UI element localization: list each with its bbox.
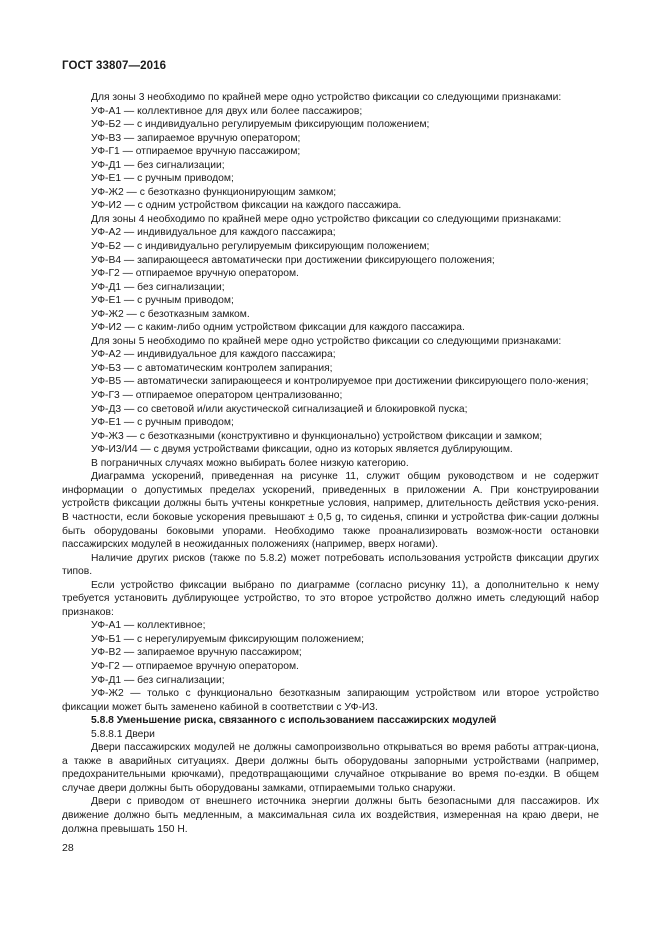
list-item: УФ-Д1 — без сигнализации; xyxy=(91,281,225,293)
paragraph: Диаграмма ускорений, приведенная на рисунке 11, служит общим руководством и не содержит информации о допустимых пределах ускорений, приведенных в приложении А. При конструировании устройств фиксации должны быть учтены конкретные условия, например, длительность действия уско-рения. В частности, если боковые ускорения превышают ± 0,5 g, то сиденья, спинки и устройства фик-сации должны быть оборудованы боковыми упорами. Необходимо также проанализировать возмож-ности остановки пассажирских модулей в неожиданных положениях (например, вверх ногами). xyxy=(62,471,599,551)
list-item: УФ-Г2 — отпираемое вручную оператором. xyxy=(91,268,299,280)
paragraph: Двери с приводом от внешнего источника энергии должны быть безопасными для пассажиров. Их движение должно быть медленным, а максимальная сила их воздействия, измеренная на краю двери, не должна превышать 150 Н. xyxy=(62,796,599,835)
list-item: УФ-А2 — индивидуальное для каждого пассажира; xyxy=(91,349,336,361)
list-item: УФ-Д1 — без сигнализации; xyxy=(91,159,225,171)
section-heading: 5.8.8 Уменьшение риска, связанного с использованием пассажирских модулей xyxy=(91,715,497,727)
list-item: УФ-И2 — с одним устройством фиксации на каждого пассажира. xyxy=(91,200,402,212)
paragraph: Для зоны 4 необходимо по крайней мере одно устройство фиксации со следующими признаками: xyxy=(91,213,562,225)
list-item: УФ-Д1 — без сигнализации; xyxy=(91,674,225,686)
list-item: УФ-А2 — индивидуальное для каждого пассажира; xyxy=(91,227,336,239)
list-item: УФ-Ж2 — только с функционально безотказным запирающим устройством или второе устройство фиксации может быть заменено кабиной в соответствии с УФ-И3. xyxy=(62,688,599,713)
list-item: УФ-В5 — автоматически запирающееся и контролируемое при достижении фиксирующего поло-жения; xyxy=(91,376,589,388)
paragraph: Двери пассажирских модулей не должны самопроизвольно открываться во время работы аттрак-циона, а также в аварийных ситуациях. Двери должны быть оборудованы запорными устройствами (например, предохранительными крючками), предотвращающими случайное открывание во время по-ездки. В общем случае двери должны быть оборудованы замками, отпираемыми только снаружи. xyxy=(62,742,599,794)
subsection-heading: 5.8.8.1 Двери xyxy=(91,728,155,740)
list-item: УФ-Д3 — со световой и/или акустической сигнализацией и блокировкой пуска; xyxy=(91,403,468,415)
list-item: УФ-Ж2 — с безотказным замком. xyxy=(91,308,250,320)
list-item: УФ-И3/И4 — с двумя устройствами фиксации, одно из которых является дублирующим. xyxy=(91,444,513,456)
list-item: УФ-Е1 — с ручным приводом; xyxy=(91,173,234,185)
list-item: УФ-В4 — запирающееся автоматически при достижении фиксирующего положения; xyxy=(91,254,495,266)
list-item: УФ-А1 — коллективное; xyxy=(91,620,206,632)
list-item: УФ-Б2 — с индивидуально регулируемым фиксирующим положением; xyxy=(91,241,430,253)
paragraph: Наличие других рисков (также по 5.8.2) может потребовать использования устройств фиксации других типов. xyxy=(62,552,599,578)
page-header-title: ГОСТ 33807—2016 xyxy=(62,60,167,72)
list-item: УФ-Г1 — отпираемое вручную пассажиром; xyxy=(91,146,301,158)
list-item: УФ-Е1 — с ручным приводом; xyxy=(91,295,234,307)
list-item: УФ-А1 — коллективное для двух или более пассажиров; xyxy=(91,105,363,117)
paragraph: Если устройство фиксации выбрано по диаграмме (согласно рисунку 11), а дополнительно к нему требуется установить дублирующее устройство, то это второе устройство должно иметь следующий набор признаков: xyxy=(62,579,599,618)
page-number: 28 xyxy=(62,842,74,854)
list-item: УФ-Г2 — отпираемое вручную оператором. xyxy=(91,660,299,672)
list-item: УФ-И2 — с каким-либо одним устройством фиксации для каждого пассажира. xyxy=(91,322,465,334)
list-item: УФ-Г3 — отпираемое оператором централизованно; xyxy=(91,390,343,402)
paragraph: Для зоны 5 необходимо по крайней мере одно устройство фиксации со следующими признаками: xyxy=(91,335,562,347)
list-item: УФ-Ж2 — с безотказно функционирующим замком; xyxy=(91,186,337,198)
paragraph: Для зоны 3 необходимо по крайней мере одно устройство фиксации со следующими признаками: xyxy=(91,92,562,103)
list-item: УФ-Б2 — с индивидуально регулируемым фиксирующим положением; xyxy=(91,119,430,131)
list-item: УФ-Е1 — с ручным приводом; xyxy=(91,417,234,429)
list-item: УФ-Б1 — с нерегулируемым фиксирующим положением; xyxy=(91,633,364,645)
list-item: УФ-В3 — запираемое вручную оператором; xyxy=(91,132,301,144)
document-body xyxy=(62,91,599,836)
list-item: УФ-Ж3 — с безотказными (конструктивно и функционально) устройством фиксации и замком; xyxy=(91,430,543,442)
paragraph: В пограничных случаях можно выбирать более низкую категорию. xyxy=(91,457,409,469)
list-item: УФ-Б3 — с автоматическим контролем запирания; xyxy=(91,362,333,374)
list-item: УФ-В2 — запираемое вручную пассажиром; xyxy=(91,647,302,659)
